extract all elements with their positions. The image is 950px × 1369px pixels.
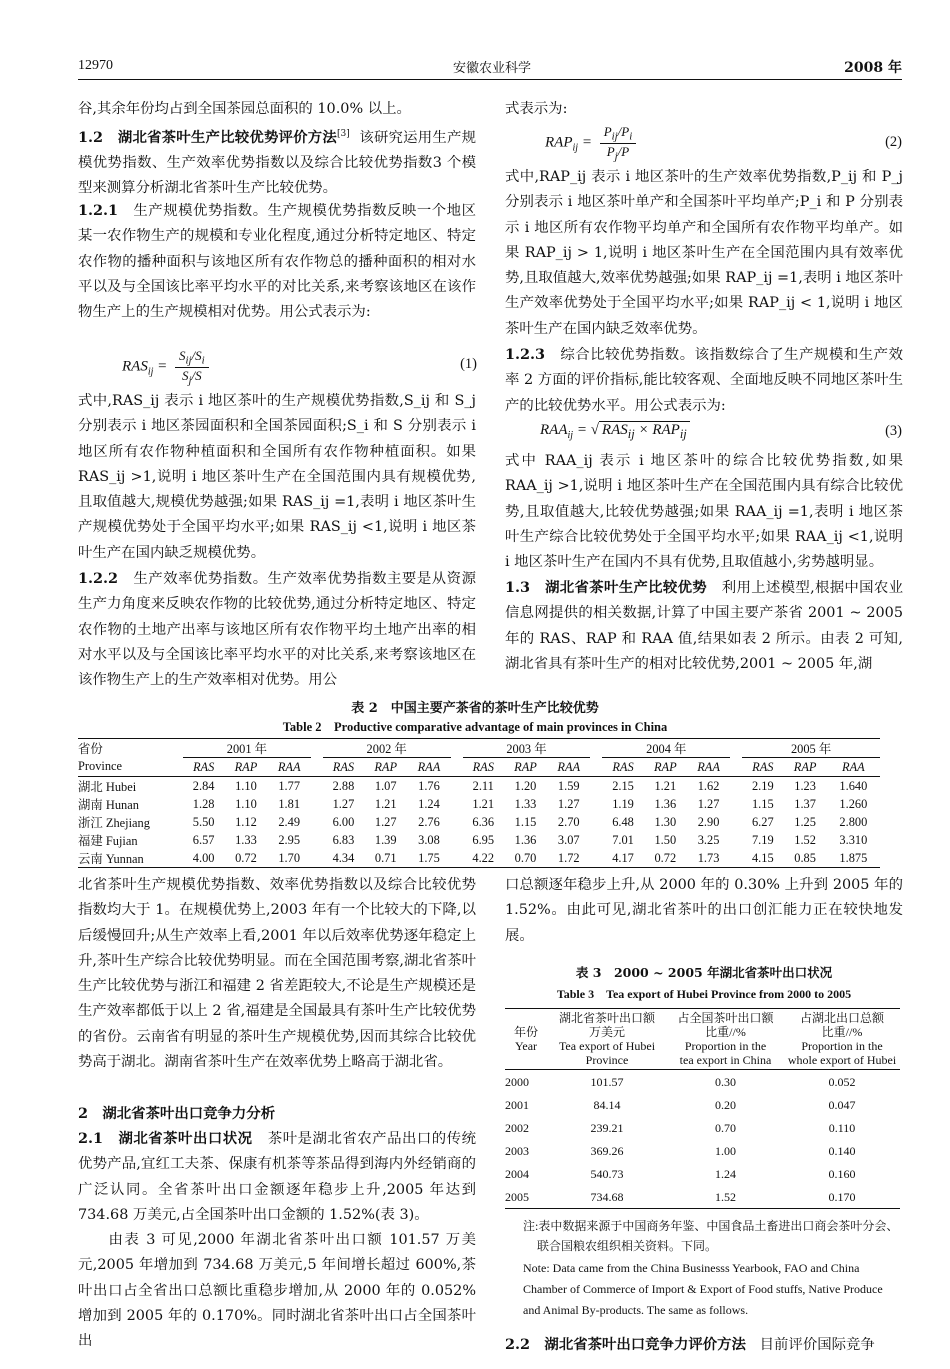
paragraph-rap: 式中,RAP_ij 表示 i 地区茶叶的生产效率优势指数,P_ij 和 P_j 分别表示 i 地区茶叶单产和全国茶叶平均单产;P_i 和 P 分别表示 i 地区所有农作物平均单产和全国所有农作物平均单产。如果 RAP_ij > 1,说明 i 地区茶叶生产在全国范围内具有效率优势,且取值越大,效率优势越强;如果 RAP_ij =1,表明 i 地区茶叶生产效率优势处于全国平均水平;如果 RAP_ij < 1,说明 i 地区茶叶生产在国内缺乏效率优势。 <box>505 169 903 337</box>
table-cell: 1.27 <box>557 796 580 811</box>
table-note-cn: 注:表中数据来源于中国商务年鉴、中国食品土畜进出口商会茶叶分会、联合国粮农组织相关资料。下同。 <box>523 1219 899 1253</box>
year-header: 2001 年 <box>183 739 311 758</box>
table-cell: 6.83 <box>332 832 355 847</box>
table-cell: 1.07 <box>374 778 397 793</box>
table-cell: 6.27 <box>751 814 774 829</box>
paragraph-raa: 式中 RAA_ij 表示 i 地区茶叶的综合比较优势指数,如果 RAA_ij >1,说明 i 地区茶叶生产在全国范围内具有综合比较优势,且取值越大,比较优势越强;如果 RAA_ij =1,表明 i 地区茶叶生产综合比较优势处于全国平均水平;如果 RAA_ij <1,说明 i 地区茶叶生产在国内不具有优势,且取值越小,劣势越明显。 <box>505 453 903 571</box>
table-cell: 0.70 <box>715 1120 736 1135</box>
section-title: 1.2.2 <box>78 570 119 587</box>
table-cell: 1.27 <box>697 796 720 811</box>
paragraph: 由表 3 可见,2000 年湖北省茶叶出口额 101.57 万美元,2005 年增加到 734.68 万美元,5 年间增长超过 600%,茶叶出口占全省出口总额比重稳步增加,从 2000 年的 0.052% 增加到 2005 年的 0.170%。同时湖北省茶叶出口占全国茶叶出 <box>78 1232 476 1350</box>
table-cell: 0.160 <box>828 1166 856 1181</box>
eq2-numerator: $P_{ij}/P_i$ <box>600 124 637 144</box>
table-cell: 1.59 <box>557 778 580 793</box>
table-row <box>505 1093 900 1116</box>
table-cell: 2.19 <box>751 778 774 793</box>
year-header: 2003 年 <box>463 739 591 758</box>
table-cell: 4.34 <box>323 849 364 868</box>
table-cell: 6.36 <box>472 814 495 829</box>
column-header: RAP <box>364 758 407 777</box>
table-cell: 2004 <box>505 1166 529 1181</box>
table-cell: 1.52 <box>667 1185 784 1209</box>
table-cell: 1.21 <box>654 778 677 793</box>
table-cell: 2.90 <box>697 814 720 829</box>
table-cell: 6.57 <box>192 832 215 847</box>
table-3 <box>505 1008 900 1209</box>
table-cell: 2001 <box>505 1097 529 1112</box>
table-cell: 1.00 <box>715 1143 736 1158</box>
table-cell: 1.30 <box>654 814 677 829</box>
table-cell: 0.20 <box>715 1097 736 1112</box>
table-cell: 2.95 <box>278 832 301 847</box>
table-cell: 1.19 <box>612 796 634 811</box>
table-cell: 1.50 <box>654 832 677 847</box>
table-row <box>505 1070 900 1094</box>
row-label: 湖南 Hunan <box>78 798 139 812</box>
table-cell: 1.36 <box>654 796 677 811</box>
column-header: RAA <box>547 758 590 777</box>
table-cell: 1.70 <box>268 849 311 868</box>
table3-caption-cn: 表 3 2000 ~ 2005 年湖北省茶叶出口状况 <box>575 965 833 980</box>
year-header: 2002 年 <box>323 739 451 758</box>
year-header: 2005 年 <box>742 739 880 758</box>
table-cell: 1.36 <box>514 832 537 847</box>
table-row <box>78 831 880 849</box>
table-cell: 0.71 <box>364 849 407 868</box>
table-cell: 2.88 <box>332 778 355 793</box>
table-cell: 0.140 <box>828 1143 856 1158</box>
table-cell: 1.27 <box>374 814 397 829</box>
section-1-3: 1.3 湖北省茶叶生产比较优势 利用上述模型,根据中国农业信息网提供的相关数据,计算了中国主要产茶省 2001 ~ 2005 年的 RAS、RAP 和 RAA 值,结果如表 2 所示。由表 2 可知,湖北省具有茶叶生产的相对比较优势,2001 ~ 2005 年,湖 <box>505 579 903 672</box>
equation-1: $RAS_{ij}$ = $\frac{S_{ij}/S_i}{S_j/S}$ (1) <box>122 348 477 387</box>
column-header: RAA <box>687 758 730 777</box>
eq3-radicand: $RAS_{ij} \times RAP_{ij}$ <box>599 421 690 438</box>
citation: [3] <box>337 129 350 139</box>
table-cell: 1.33 <box>514 796 537 811</box>
table-note-en: Note: Data came from the China Businesss Yearbook, FAO and China Chamber of Commerce of Import & Export of Food stuffs, Native Produce and Animal By-products. The same as follows. <box>523 1261 883 1317</box>
page-header <box>78 55 902 80</box>
row-label: 福建 Fujian <box>78 834 138 848</box>
table-cell: 3.08 <box>418 832 440 847</box>
table-cell: 239.21 <box>590 1120 624 1135</box>
table-cell: 1.77 <box>278 778 301 793</box>
table-row <box>78 849 880 868</box>
table-cell: 3.07 <box>557 832 580 847</box>
table-cell: 734.68 <box>547 1185 667 1209</box>
year-header: 2004 年 <box>602 739 730 758</box>
table-cell: 1.39 <box>374 832 397 847</box>
table-cell: 1.37 <box>794 796 816 811</box>
table2-caption-cn: 表 2 中国主要产茶省的茶叶生产比较优势 <box>351 701 599 716</box>
table-cell: 2003 <box>505 1143 529 1158</box>
table-cell: 1.81 <box>278 796 301 811</box>
section-1-2-3: 1.2.3 综合比较优势指数。该指数综合了生产规模和生产效率 2 方面的评价指标,能比较客观、全面地反映不同地区茶叶生产的比较优势水平。用公式表示为: <box>505 346 903 414</box>
table3-caption-en: Table 3 Tea export of Hubei Province from 2000 to 2005 <box>556 987 852 1001</box>
table-cell: 3.310 <box>839 832 868 847</box>
table-cell: 1.23 <box>794 778 816 793</box>
table-cell: 1.25 <box>794 814 816 829</box>
section-1-2-1: 1.2.1 生产规模优势指数。生产规模优势指数反映一个地区某一农作物生产的规模和专业化程度,通过分析特定地区、特定农作物的播种面积与该地区所有农作物总的播种面积的相对水平以及与全国该比率平均水平的对比关系,来考察该地区在该作物生产上的生产规模相对优势。用公式表示为: <box>78 202 476 321</box>
table-cell: 0.70 <box>504 849 547 868</box>
equation-number: (2) <box>885 134 902 150</box>
equation-3: $RAA_{ij}$ = √ $RAS_{ij} \times RAP_{ij}$ (3) <box>540 422 902 441</box>
header-year: 2008 年 <box>844 60 902 76</box>
table-cell: 0.72 <box>644 849 687 868</box>
column-header: RAS <box>323 758 364 777</box>
page-number: 12970 <box>78 58 113 73</box>
table-cell: 2.11 <box>472 778 494 793</box>
table-cell: 2.800 <box>839 814 868 829</box>
table-cell: 1.75 <box>407 849 450 868</box>
table-row <box>505 1116 900 1139</box>
table-cell: 1.260 <box>839 796 868 811</box>
table-cell: 1.52 <box>794 832 816 847</box>
table-cell: 2002 <box>505 1120 529 1135</box>
section-2-2: 2.2 湖北省茶叶出口竞争力评价方法 目前评价国际竞争 <box>505 1336 875 1353</box>
column-header: Province <box>78 758 183 777</box>
table-cell: 2005 <box>505 1185 547 1209</box>
section-title: 1.3 湖北省茶叶生产比较优势 <box>505 579 708 596</box>
table-row <box>505 1162 900 1185</box>
table-cell: 1.12 <box>235 814 257 829</box>
column-header: RAP <box>783 758 826 777</box>
table-cell: 1.24 <box>715 1166 736 1181</box>
column-header: 占全国茶叶出口额 比重//% Proportion in the tea export in China <box>667 1009 784 1070</box>
column-header: 占湖北出口总额 比重//% Proportion in the whole export of Hubei <box>784 1009 900 1070</box>
row-label: 浙江 Zhejiang <box>78 816 150 830</box>
row-label: 云南 Yunnan <box>78 849 183 868</box>
column-header: RAS <box>742 758 783 777</box>
table-cell: 5.50 <box>192 814 215 829</box>
table-cell: 2000 <box>505 1074 529 1089</box>
table-cell: 0.85 <box>783 849 826 868</box>
table-cell: 0.052 <box>828 1074 856 1089</box>
column-header: RAP <box>644 758 687 777</box>
table-cell: 0.72 <box>224 849 267 868</box>
column-header: 省份 <box>78 739 183 758</box>
table3-body <box>505 1070 900 1209</box>
table-cell: 1.21 <box>374 796 397 811</box>
section-title: 1.2.3 <box>505 346 546 363</box>
table-cell: 1.27 <box>332 796 355 811</box>
table-cell: 84.14 <box>593 1097 621 1112</box>
table-cell: 1.76 <box>418 778 440 793</box>
journal-name: 安徽农业科学 <box>453 61 532 76</box>
column-header: 湖北省茶叶出口额 万美元 Tea export of Hubei Province <box>547 1009 667 1070</box>
section-2-title: 2 湖北省茶叶出口竞争力分析 <box>78 1105 276 1122</box>
paragraph: 口总额逐年稳步上升,从 2000 年的 0.30% 上升到 2005 年的 1.52%。由此可见,湖北省茶叶的出口创汇能力正在较快地发展。 <box>505 877 903 944</box>
table-cell: 6.48 <box>612 814 634 829</box>
table-cell: 0.30 <box>715 1074 736 1089</box>
column-header: RAS <box>463 758 504 777</box>
section-2-1: 2.1 湖北省茶叶出口状况 茶叶是湖北省农产品出口的传统优势产品,宜红工夫茶、保康有机茶等茶品得到海内外经销商的广泛认同。全省茶叶出口金额逐年稳步上升,2005 年达到 734.68 万美元,占全国茶叶出口金额的 1.52%(表 3)。 <box>78 1130 476 1223</box>
table-row <box>78 777 880 796</box>
table-cell: 7.19 <box>751 832 774 847</box>
equation-number: (3) <box>885 423 902 439</box>
table-cell: 4.22 <box>463 849 504 868</box>
table-cell: 6.95 <box>472 832 495 847</box>
table-row <box>78 813 880 831</box>
table-cell: 1.10 <box>235 778 257 793</box>
table-cell: 4.17 <box>602 849 643 868</box>
table-cell: 1.10 <box>235 796 257 811</box>
section-1-2: 1.2 湖北省茶叶生产比较优势评价方法[3] 该研究运用生产规模优势指数、生产效率优势指数以及综合比较优势指数3 个模型来测算分析湖北省茶叶生产比较优势。 <box>78 128 476 197</box>
table-cell: 0.170 <box>784 1185 900 1209</box>
table-cell: 4.00 <box>183 849 224 868</box>
paragraph: 式表示为: <box>505 101 568 117</box>
table2-body <box>78 777 880 868</box>
column-header: 年份 Year <box>505 1009 547 1070</box>
table-cell: 1.24 <box>418 796 440 811</box>
table-2 <box>78 738 880 868</box>
table-cell: 1.28 <box>192 796 215 811</box>
table-cell: 4.15 <box>742 849 783 868</box>
table-cell: 540.73 <box>590 1166 624 1181</box>
table-cell: 1.20 <box>514 778 537 793</box>
table-cell: 2.76 <box>418 814 440 829</box>
table-cell: 369.26 <box>590 1143 624 1158</box>
column-header: RAA <box>827 758 880 777</box>
table-cell: 1.21 <box>472 796 495 811</box>
table-cell: 7.01 <box>612 832 634 847</box>
section-title: 2.1 湖北省茶叶出口状况 <box>78 1130 253 1147</box>
table-row <box>78 795 880 813</box>
table-cell: 101.57 <box>590 1074 624 1089</box>
table-cell: 1.15 <box>514 814 537 829</box>
row-label: 湖北 Hubei <box>78 780 137 794</box>
section-title: 1.2.1 <box>78 202 119 219</box>
column-header: RAS <box>183 758 224 777</box>
equation-number: (1) <box>460 356 477 372</box>
section-title: 2.2 湖北省茶叶出口竞争力评价方法 <box>505 1336 746 1353</box>
table-cell: 2.49 <box>278 814 301 829</box>
table-cell: 3.25 <box>697 832 720 847</box>
column-header: RAP <box>504 758 547 777</box>
table-cell: 2.70 <box>557 814 580 829</box>
table-cell: 2.84 <box>192 778 215 793</box>
column-header: RAP <box>224 758 267 777</box>
equation-2: $RAP_{ij}$ = $\frac{P_{ij}/P_i}{P_j/P}$ (2) <box>545 124 902 163</box>
section-1-2-2: 1.2.2 生产效率优势指数。生产效率优势指数主要是从资源生产力角度来反映农作物的比较优势,通过分析特定地区、特定农作物的土地产出率与该地区所有农作物平均土地产出率的相对水平以及与全国该比率平均水平的对比关系,来考察该地区在该作物生产上的生产效率相对优势。用公 <box>78 570 476 689</box>
eq1-numerator: $S_{ij}/S_i$ <box>175 348 209 368</box>
column-header: RAA <box>407 758 450 777</box>
table-cell: 0.110 <box>828 1120 856 1135</box>
column-header: RAA <box>268 758 311 777</box>
paragraph-ras: 式中,RAS_ij 表示 i 地区茶叶的生产规模优势指数,S_ij 和 S_j 分别表示 i 地区茶园面积和全国茶园面积;S_i 和 S 分别表示 i 地区所有农作物种植面积和全国所有农作物种植面积。如果 RAS_ij >1,说明 i 地区茶叶生产在全国范围内具有规模优势,且取值越大,规模优势越强;如果 RAS_ij =1,表明 i 地区茶叶生产规模优势处于全国平均水平;如果 RAS_ij <1,说明 i 地区茶叶生产在国内缺乏规模优势。 <box>78 393 476 561</box>
table-cell: 1.875 <box>827 849 880 868</box>
table-cell: 1.72 <box>547 849 590 868</box>
section-title: 1.2 湖北省茶叶生产比较优势评价方法 <box>78 128 337 146</box>
table-cell: 1.73 <box>687 849 730 868</box>
table-cell: 2.15 <box>612 778 634 793</box>
eq2-denominator: $P_j/P$ <box>606 143 630 163</box>
table-cell: 1.15 <box>751 796 774 811</box>
table-cell: 1.33 <box>235 832 257 847</box>
paragraph: 北省茶叶生产规模优势指数、效率优势指数以及综合比较优势指数均大于 1。在规模优势上,2003 年有一个比较大的下降,以后缓慢回升;从生产效率上看,2001 年以后效率优势逐年稳定上升,茶叶生产综合比较优势明显。而在全国范围考察,湖北省茶叶生产比较优势与浙江和福建 2 省差距较大,不论是生产规模还是生产效率都低于以上 2 省,福建是全国最具有茶叶生产比较优势的省份。云南省有明显的茶叶生产规模优势,因而其综合比较优势高于湖北。湖南省茶叶生产在效率优势上略高于湖北省。 <box>78 877 476 1071</box>
table-cell: 0.047 <box>828 1097 856 1112</box>
eq1-denominator: $S_j/S$ <box>182 367 202 387</box>
table-row <box>505 1185 900 1209</box>
paragraph: 谷,其余年份均占到全国茶园总面积的 10.0% 以上。 <box>78 101 411 117</box>
table-cell: 6.00 <box>332 814 355 829</box>
column-header: RAS <box>602 758 643 777</box>
table-row <box>505 1139 900 1162</box>
table-cell: 1.62 <box>697 778 720 793</box>
table-cell: 1.640 <box>839 778 868 793</box>
table2-caption-en: Table 2 Productive comparative advantage of main provinces in China <box>282 720 668 734</box>
